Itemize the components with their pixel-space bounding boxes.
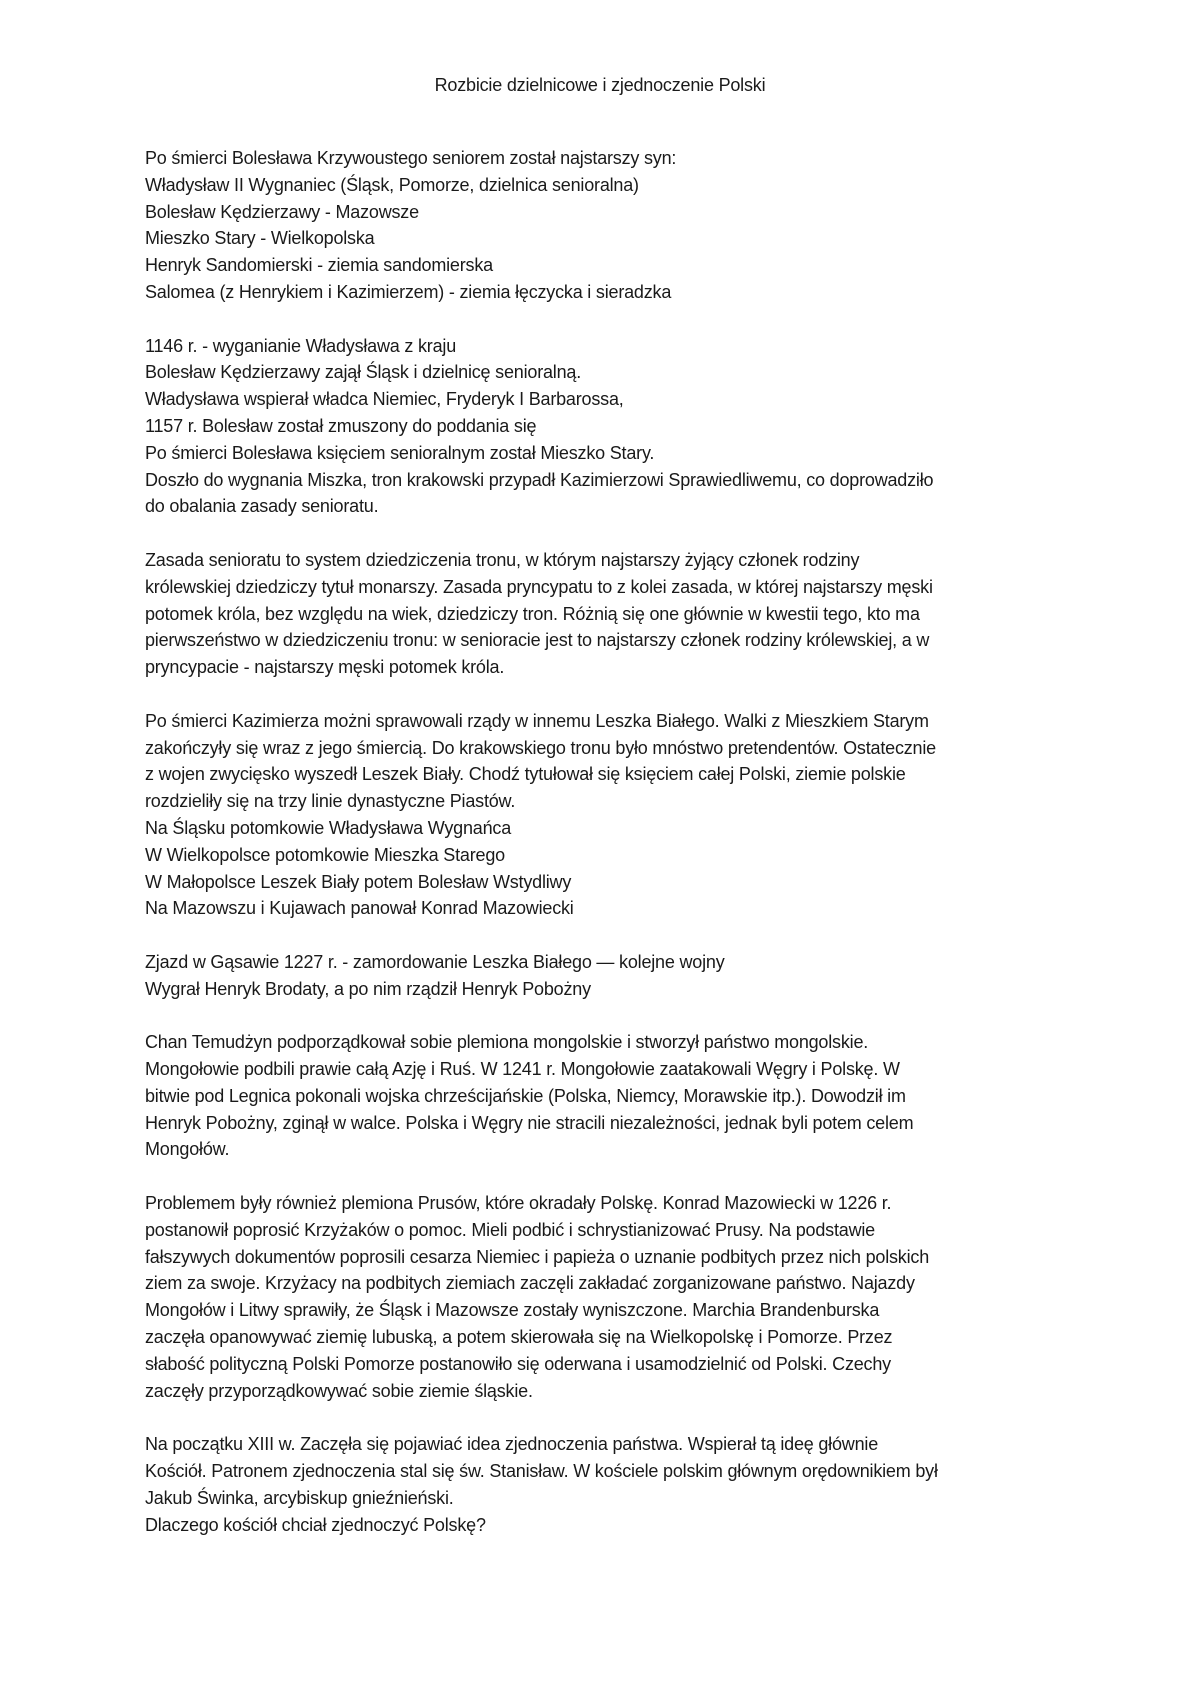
text-line: Po śmierci Bolesława księciem senioralnym został Mieszko Stary. bbox=[145, 442, 655, 463]
text-line: Henryk Pobożny, zginął w walce. Polska i Węgry nie stracili niezależności, jednak byli potem celem bbox=[145, 1112, 914, 1133]
text-line: Na Mazowszu i Kujawach panował Konrad Mazowiecki bbox=[145, 898, 574, 919]
text-line: ziem za swoje. Krzyżacy na podbitych ziemiach zaczęli zakładać zorganizowane państwo. Najazdy bbox=[145, 1273, 915, 1294]
text-line: Jakub Świnka, arcybiskup gnieźnieński. bbox=[145, 1487, 454, 1508]
text-line: W Małopolsce Leszek Biały potem Bolesław Wstydliwy bbox=[145, 871, 572, 892]
text-line: Po śmierci Bolesława Krzywoustego seniorem został najstarszy syn: bbox=[145, 148, 677, 168]
text-line: Mongołowie podbili prawie całą Azję i Ruś. W 1241 r. Mongołowie zaatakowali Węgry i Polskę. W bbox=[145, 1059, 900, 1080]
document-body bbox=[145, 145, 1065, 1565]
text-line: Zjazd w Gąsawie 1227 r. - zamordowanie Leszka Białego — kolejne wojny bbox=[145, 951, 725, 972]
text-line: Zasada senioratu to system dziedziczenia tronu, w którym najstarszy żyjący członek rodziny bbox=[145, 549, 860, 570]
text-line: zakończyły się wraz z jego śmiercią. Do krakowskiego tronu było mnóstwo pretendentów. Ostatecznie bbox=[145, 737, 936, 758]
text-line: Dlaczego kościół chciał zjednoczyć Polskę? bbox=[145, 1514, 486, 1535]
paragraph bbox=[145, 949, 1065, 1003]
paragraph bbox=[145, 708, 1065, 922]
text-line: Na początku XIII w. Zaczęła się pojawiać idea zjednoczenia państwa. Wspierał tą ideę głównie bbox=[145, 1434, 879, 1455]
text-line: Bolesław Kędzierzawy - Mazowsze bbox=[145, 201, 419, 222]
text-line: Władysława wspierał władca Niemiec, Fryderyk I Barbarossa, bbox=[145, 389, 624, 410]
paragraph bbox=[145, 1190, 1065, 1404]
text-line: pierwszeństwo w dziedziczeniu tronu: w senioracie jest to najstarszy członek rodziny królewskiej, a w bbox=[145, 630, 930, 651]
text-line: 1146 r. - wyganianie Władysława z kraju bbox=[145, 335, 457, 356]
text-line: z wojen zwycięsko wyszedł Leszek Biały. Chodź tytułował się księciem całej Polski, ziemie polskie bbox=[145, 764, 906, 785]
text-line: Doszło do wygnania Miszka, tron krakowski przypadł Kazimierzowi Sprawiedliwemu, co doprowadziło bbox=[145, 469, 934, 490]
text-line: do obalania zasady senioratu. bbox=[145, 496, 379, 517]
text-line: Problemem były również plemiona Prusów, które okradały Polskę. Konrad Mazowiecki w 1226 r. bbox=[145, 1193, 892, 1214]
text-line: Salomea (z Henrykiem i Kazimierzem) - ziemia łęczycka i sieradzka bbox=[145, 281, 672, 302]
text-line: Chan Temudżyn podporządkował sobie plemiona mongolskie i stworzył państwo mongolskie. bbox=[145, 1032, 869, 1053]
text-line: zaczęła opanowywać ziemię lubuską, a potem skierowała się na Wielkopolskę i Pomorze. Przez bbox=[145, 1327, 893, 1348]
text-line: Na Śląsku potomkowie Władysława Wygnańca bbox=[145, 817, 512, 838]
document-title: Rozbicie dzielnicowe i zjednoczenie Polski bbox=[434, 75, 766, 95]
text-line: Kościół. Patronem zjednoczenia stal się św. Stanisław. W kościele polskim głównym orędownikiem był bbox=[145, 1461, 938, 1482]
text-line: Mongołów. bbox=[145, 1139, 230, 1160]
paragraph bbox=[145, 547, 1065, 681]
paragraph bbox=[145, 1431, 1065, 1538]
text-line: W Wielkopolsce potomkowie Mieszka Starego bbox=[145, 844, 505, 865]
text-line: potomek króla, bez względu na wiek, dziedziczy tron. Różnią się one głównie w kwestii tego, kto ma bbox=[145, 603, 920, 624]
text-line: pryncypacie - najstarszy męski potomek króla. bbox=[145, 657, 505, 678]
text-line: Bolesław Kędzierzawy zajął Śląsk i dzielnicę senioralną. bbox=[145, 362, 582, 383]
text-line: rozdzieliły się na trzy linie dynastyczne Piastów. bbox=[145, 791, 516, 812]
paragraph bbox=[145, 333, 1065, 521]
paragraph bbox=[145, 1029, 1065, 1163]
text-line: Mieszko Stary - Wielkopolska bbox=[145, 228, 375, 249]
text-line: Henryk Sandomierski - ziemia sandomierska bbox=[145, 255, 493, 276]
text-line: Mongołów i Litwy sprawiły, że Śląsk i Mazowsze zostały wyniszczone. Marchia Brandenburska bbox=[145, 1300, 880, 1321]
text-line: słabość polityczną Polski Pomorze postanowiło się oderwana i usamodzielnić od Polski. Czechy bbox=[145, 1353, 891, 1374]
text-line: Władysław II Wygnaniec (Śląsk, Pomorze, dzielnica senioralna) bbox=[145, 174, 639, 195]
text-line: zaczęły przyporządkowywać sobie ziemie śląskie. bbox=[145, 1380, 533, 1401]
text-line: 1157 r. Bolesław został zmuszony do poddania się bbox=[145, 415, 537, 436]
text-line: królewskiej dziedziczy tytuł monarszy. Zasada pryncypatu to z kolei zasada, w której najstarszy męski bbox=[145, 576, 933, 597]
text-line: postanowił poprosić Krzyżaków o pomoc. Mieli podbić i schrystianizować Prusy. Na podstawie bbox=[145, 1219, 875, 1240]
text-line: bitwie pod Legnica pokonali wojska chrześcijańskie (Polska, Niemcy, Morawskie itp.). Dowodził im bbox=[145, 1085, 906, 1106]
text-line: Po śmierci Kazimierza możni sprawowali rządy w innemu Leszka Białego. Walki z Mieszkiem Starym bbox=[145, 710, 929, 731]
paragraph bbox=[145, 145, 1065, 306]
text-line: Wygrał Henryk Brodaty, a po nim rządził Henryk Pobożny bbox=[145, 978, 591, 999]
text-line: fałszywych dokumentów poprosili cesarza Niemiec i papieża o uznanie podbitych przez nich polskich bbox=[145, 1246, 929, 1267]
